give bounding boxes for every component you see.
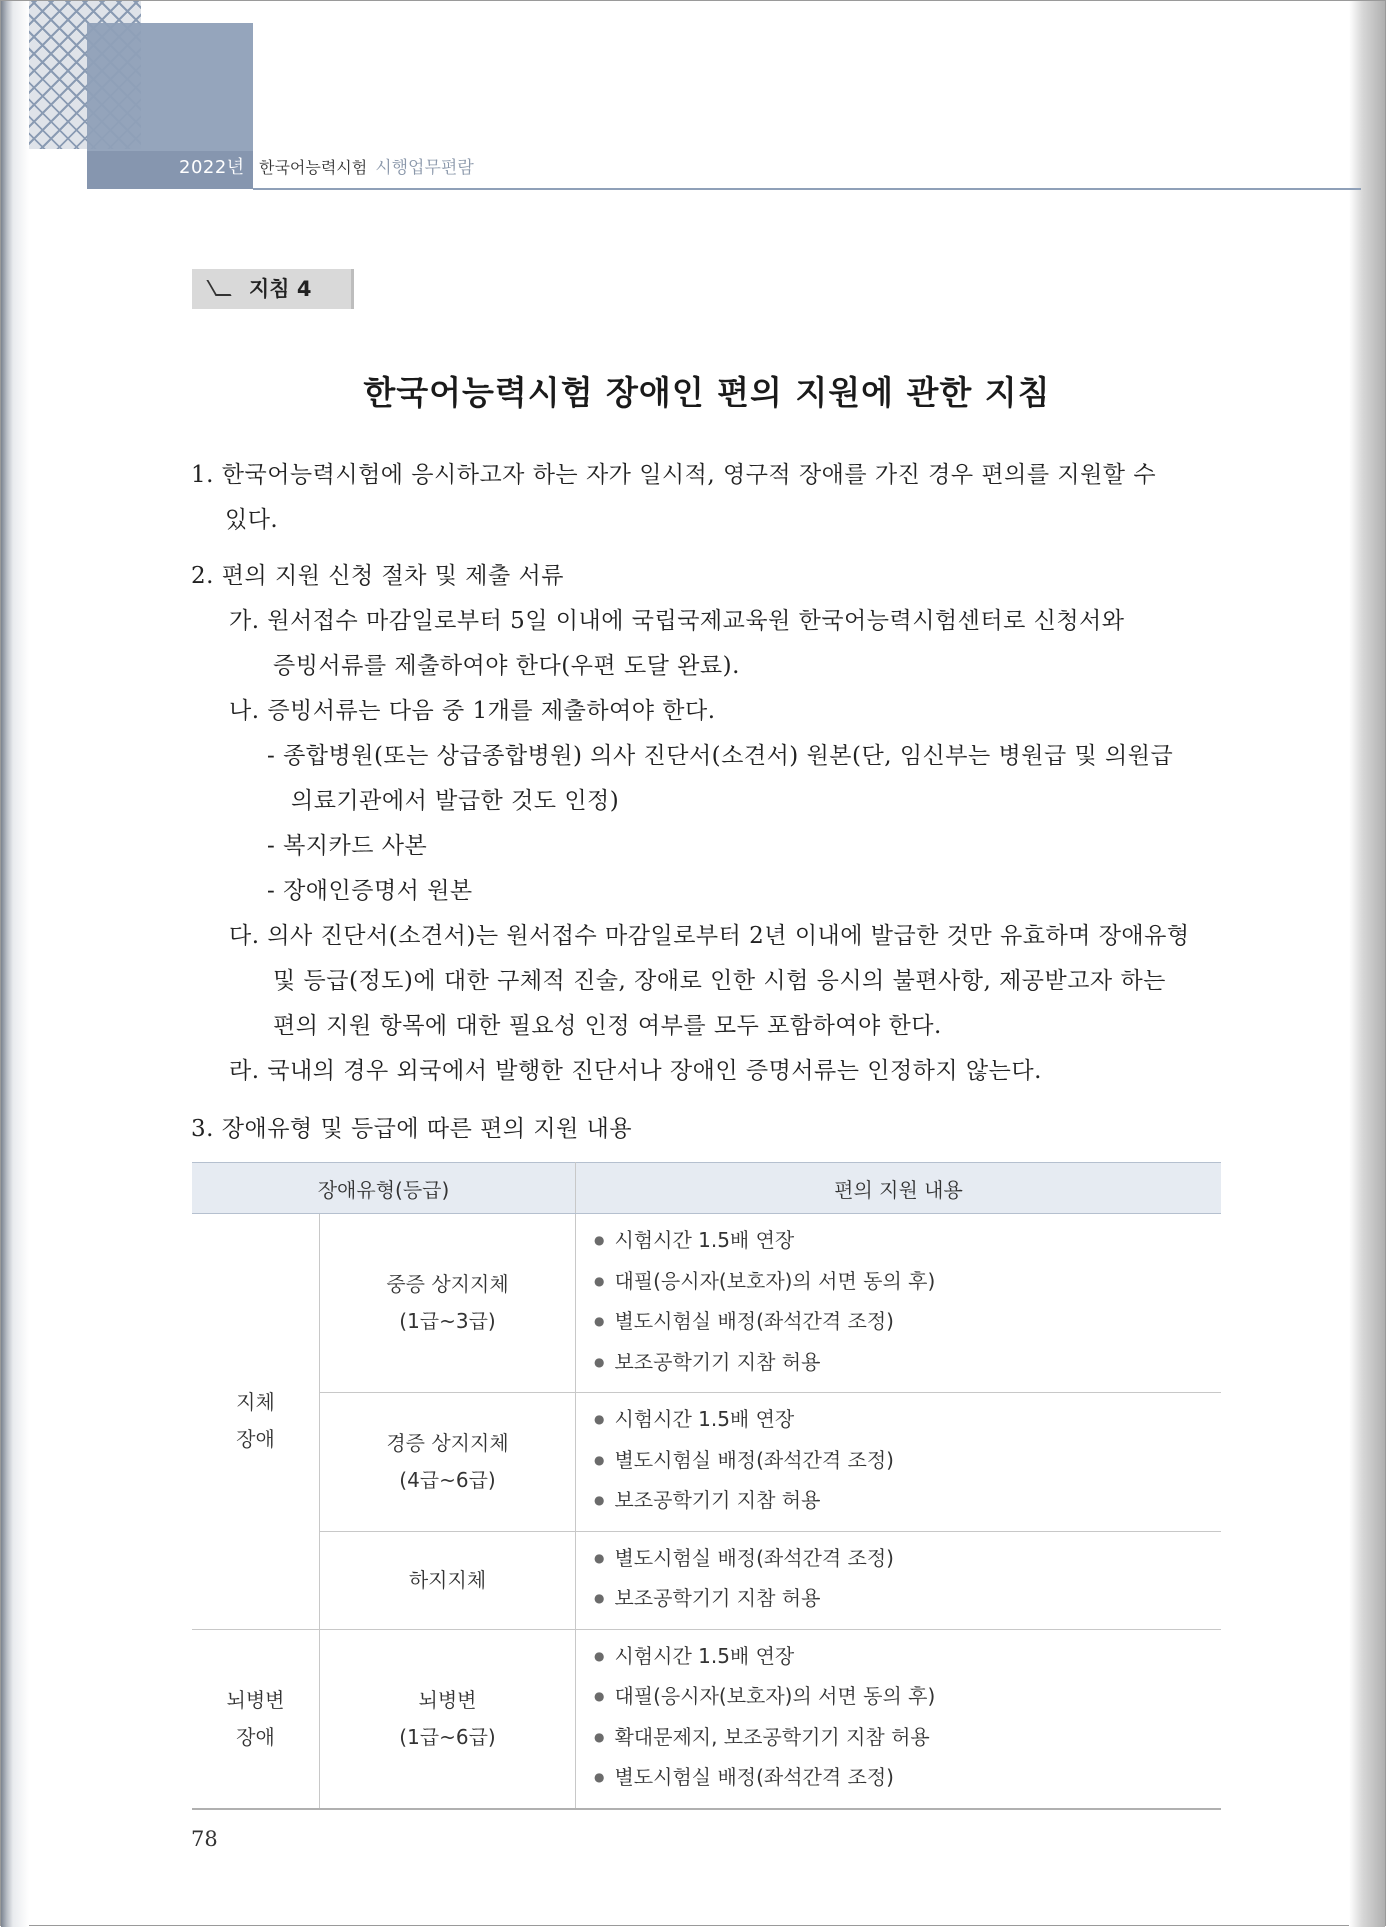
support-cell [576, 1629, 1222, 1809]
support-item: ● 별도시험실 배정(좌석간격 조정) [594, 1759, 1221, 1800]
category-cell: 뇌병변 장애 [192, 1629, 320, 1809]
item-2-ga-cont: 증빙서류를 제출하여야 한다(우편 도달 완료). [273, 653, 740, 679]
type-cell: 하지지체 [320, 1531, 576, 1629]
item-2-da-cont-1: 및 등급(정도)에 대한 구체적 진술, 장애로 인한 시험 응시의 불편사항, 제공받고자 하는 [273, 968, 1166, 994]
support-cell [576, 1393, 1222, 1532]
item-2-na-dash-3: - 장애인증명서 원본 [267, 878, 473, 904]
item-2-da-cont-2: 편의 지원 항목에 대한 필요성 인정 여부를 모두 포함하여야 한다. [273, 1013, 942, 1039]
support-item: ● 시험시간 1.5배 연장 [594, 1401, 1221, 1442]
type-cell: 경증 상지지체 (4급~6급) [320, 1393, 576, 1532]
support-item: ● 별도시험실 배정(좌석간격 조정) [594, 1540, 1221, 1581]
support-item: ● 별도시험실 배정(좌석간격 조정) [594, 1442, 1221, 1483]
type-cell: 중증 상지지체 (1급~3급) [320, 1214, 576, 1393]
table-row [192, 1531, 1221, 1629]
table-row [192, 1629, 1221, 1809]
support-cell [576, 1531, 1222, 1629]
table-header-support: 편의 지원 내용 [576, 1163, 1222, 1214]
table-row [192, 1214, 1221, 1393]
item-2-na: 나. 증빙서류는 다음 중 1개를 제출하여야 한다. [229, 698, 716, 724]
item-2-na-dash-2: - 복지카드 사본 [267, 833, 428, 859]
guideline-tag-label: 지침 4 [249, 277, 312, 301]
header-title [259, 153, 474, 183]
type-cell: 뇌병변 (1급~6급) [320, 1629, 576, 1809]
support-item: ● 보조공학기기 지참 허용 [594, 1580, 1221, 1621]
item-2-na-dash-1-cont: 의료기관에서 발급한 것도 인정) [291, 788, 620, 814]
item-1: 1. 한국어능력시험에 응시하고자 하는 자가 일시적, 영구적 장애를 가진 경우 편의를 지원할 수 [191, 462, 1157, 488]
support-cell [576, 1214, 1222, 1393]
page-edge-shadow [1349, 1, 1385, 1927]
item-2-da: 다. 의사 진단서(소견서)는 원서접수 마감일로부터 2년 이내에 발급한 것만 유효하며 장애유형 [229, 923, 1190, 949]
item-2: 2. 편의 지원 신청 절차 및 제출 서류 [191, 563, 564, 589]
header-title-main: 한국어능력시험 [259, 158, 368, 177]
support-table [192, 1162, 1221, 1810]
support-item: ● 대필(응시자(보호자)의 서면 동의 후) [594, 1678, 1221, 1719]
header-rule [253, 188, 1361, 190]
item-1-cont: 있다. [225, 507, 279, 533]
support-item: ● 시험시간 1.5배 연장 [594, 1638, 1221, 1679]
header-subtitle: 시행업무편람 [375, 158, 474, 178]
header-year: 2022년 [179, 157, 245, 178]
item-2-ga: 가. 원서접수 마감일로부터 5일 이내에 국립국제교육원 한국어능력시험센터로 신청서와 [229, 608, 1125, 634]
item-3: 3. 장애유형 및 등급에 따른 편의 지원 내용 [191, 1116, 633, 1142]
support-item: ● 별도시험실 배정(좌석간격 조정) [594, 1303, 1221, 1344]
support-item: ● 시험시간 1.5배 연장 [594, 1222, 1221, 1263]
support-item: ● 대필(응시자(보호자)의 서면 동의 후) [594, 1263, 1221, 1304]
page-number: 78 [191, 1827, 218, 1851]
page-title: 한국어능력시험 장애인 편의 지원에 관한 지침 [363, 373, 1051, 412]
item-2-ra: 라. 국내의 경우 외국에서 발행한 진단서나 장애인 증명서류는 인정하지 않는다. [229, 1058, 1042, 1084]
support-item: ● 확대문제지, 보조공학기기 지참 허용 [594, 1719, 1221, 1760]
support-item: ● 보조공학기기 지참 허용 [594, 1482, 1221, 1523]
item-2-na-dash-1: - 종합병원(또는 상급종합병원) 의사 진단서(소견서) 원본(단, 임신부는 병원급 및 의원급 [267, 743, 1174, 769]
page-binding-edge [1, 1, 29, 1927]
support-item: ● 보조공학기기 지참 허용 [594, 1344, 1221, 1385]
table-row [192, 1393, 1221, 1532]
category-cell: 지체 장애 [192, 1214, 320, 1630]
table-header-type: 장애유형(등급) [192, 1163, 576, 1214]
table-header-row [192, 1163, 1221, 1214]
